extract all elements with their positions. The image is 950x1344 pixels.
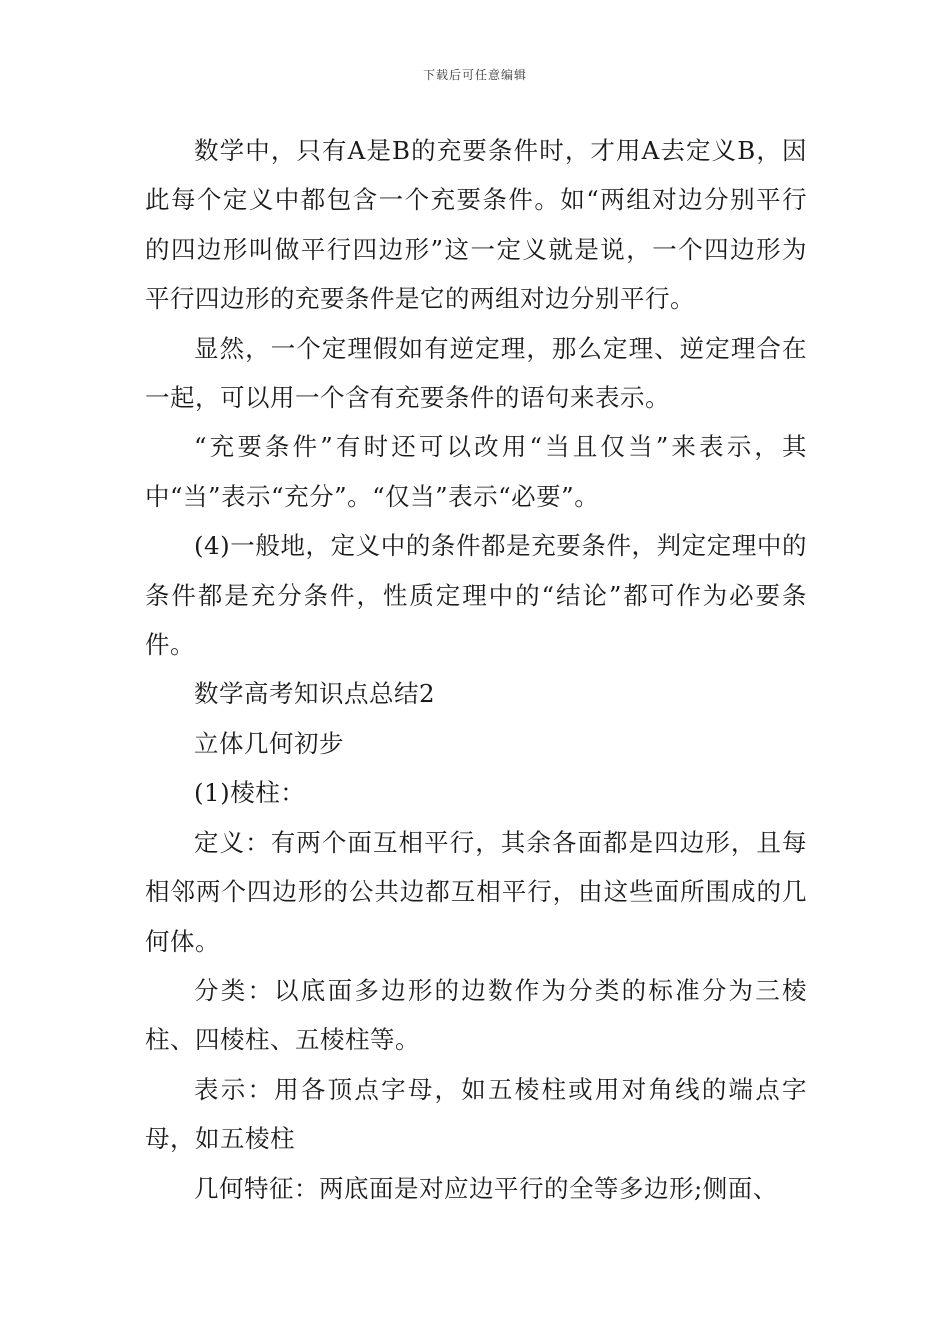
paragraph-prism-definition: 定义：有两个面互相平行，其余各面都是四边形，且每相邻两个四边形的公共边都互相平行，由这些面所围成的几何体。	[145, 827, 807, 956]
section-title: 数学高考知识点总结2	[194, 679, 436, 709]
paragraph-prism-classification: 分类：以底面多边形的边数作为分类的标准分为三棱柱、四棱柱、五棱柱等。	[145, 975, 807, 1055]
paragraph-converse-theorem: 显然，一个定理假如有逆定理，那么定理、逆定理合在一起，可以用一个含有充要条件的语句来表示。	[145, 333, 807, 413]
paragraph-prism-features: 几何特征：两底面是对应边平行的全等多边形;侧面、	[194, 1173, 778, 1203]
paragraph-if-and-only-if: “充要条件”有时还可以改用“当且仅当”来表示，其中“当”表示“充分”。“仅当”表示“必要”。	[145, 432, 807, 511]
paragraph-sufficient-necessary-definition: 数学中，只有A是B的充要条件时，才用A去定义B，因此每个定义中都包含一个充要条件。如“两组对边分别平行的四边形叫做平行四边形”这一定义就是说，一个四边形为平行四边形的充要条件是它的两组对边分别平行。	[145, 136, 807, 314]
document-body	[145, 126, 807, 1213]
page-header: 下载后可任意编辑	[422, 68, 527, 82]
paragraph-condition-types: (4)一般地，定义中的条件都是充要条件，判定定理中的条件都是充分条件，性质定理中的“结论”都可作为必要条件。	[145, 531, 807, 660]
subsection-title: 立体几何初步	[194, 728, 344, 758]
paragraph-prism-notation: 表示：用各顶点字母，如五棱柱或用对角线的端点字母，如五棱柱	[145, 1074, 807, 1154]
item-heading-prism: (1)棱柱：	[194, 778, 306, 808]
